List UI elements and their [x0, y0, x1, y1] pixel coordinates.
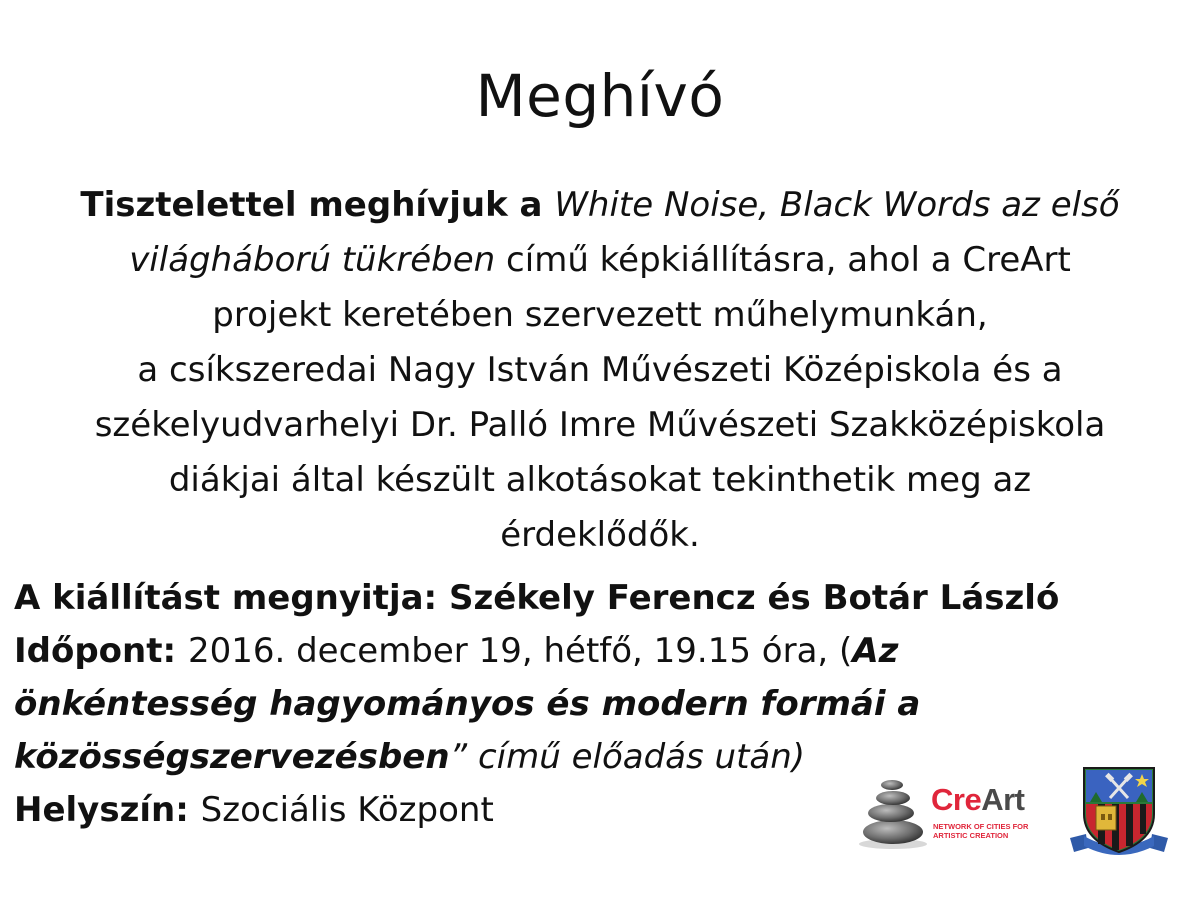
intro-rest: című képkiállításra, ahol a CreArt: [495, 240, 1071, 280]
page-title: Meghívó: [475, 62, 725, 130]
coat-of-arms-icon: [1066, 760, 1172, 864]
creart-tagline: NETWORK OF CITIES FOR ARTISTIC CREATION: [933, 822, 1029, 840]
opening-speakers: Székely Ferencz és Botár László: [448, 578, 1060, 618]
creart-cre: Cre: [931, 782, 982, 817]
time-value: 2016. december 19, hétfő, 19.15 óra, (: [187, 631, 853, 671]
invitation-paragraph: [30, 178, 1170, 563]
lecture-after: ” című előadás után): [449, 737, 806, 777]
lecture-title-part-1: Az: [852, 631, 899, 671]
creart-art: Art: [981, 782, 1025, 817]
exhibition-title: White Noise, Black Words az első világháború tükrében: [129, 185, 1120, 280]
intro-line-5: székelyudvarhelyi Dr. Palló Imre Művészeti Szakközépiskola: [94, 405, 1106, 445]
creart-logo: [855, 772, 1045, 852]
intro-line-6: diákjai által készült alkotásokat tekinthetik meg az: [168, 460, 1032, 500]
intro-line-1: [30, 178, 1170, 288]
creart-wordmark: [931, 782, 1024, 818]
time-line: [14, 625, 1014, 678]
time-label: Időpont:: [14, 631, 188, 671]
lecture-title-part-3: közösségszervezésben: [14, 737, 450, 777]
lecture-title-part-2: önkéntesség hagyományos és modern formái a: [14, 684, 921, 724]
opening-label: A kiállítást megnyitja:: [14, 578, 449, 618]
place-value: Szociális Központ: [200, 790, 494, 830]
intro-lead: Tisztelettel meghívjuk a: [80, 185, 555, 225]
intro-line-4: a csíkszeredai Nagy István Művészeti Középiskola és a: [137, 350, 1063, 390]
stacked-stones-icon: [855, 772, 931, 850]
lecture-line-2: [14, 678, 1014, 731]
place-label: Helyszín:: [14, 790, 201, 830]
intro-line-7: érdeklődők.: [500, 515, 700, 555]
intro-line-3: projekt keretében szervezett műhelymunkán,: [212, 295, 988, 335]
opening-line: [14, 572, 1060, 625]
